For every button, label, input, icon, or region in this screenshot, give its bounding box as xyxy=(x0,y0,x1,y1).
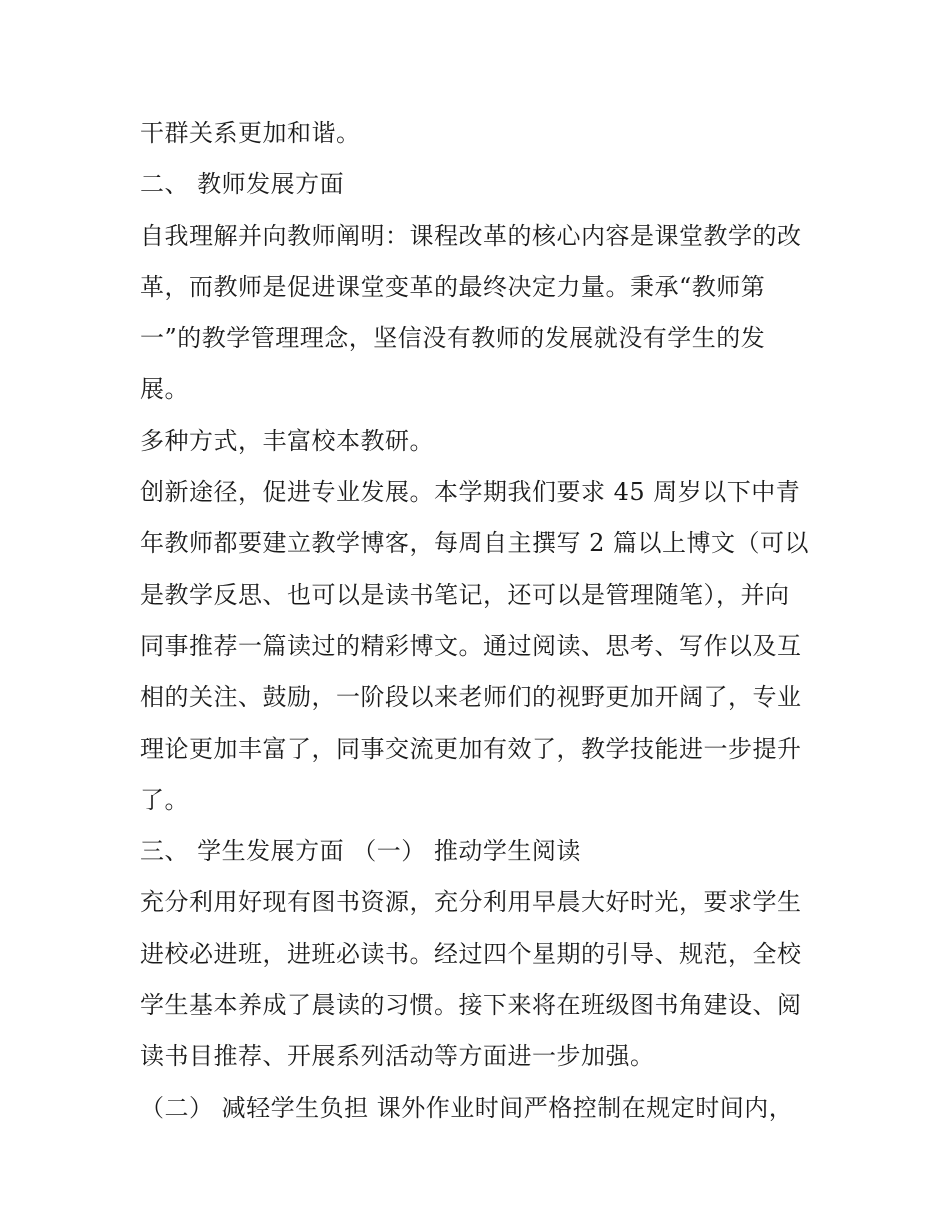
text-line: 了。 xyxy=(140,785,189,814)
text-line: 进校必进班，进班必读书。经过四个星期的引导、规范，全校 xyxy=(140,939,802,968)
text-line: 革，而教师是促进课堂变革的最终决定力量。秉承“教师第 xyxy=(140,272,766,301)
text-line: 多种方式，丰富校本教研。 xyxy=(140,426,434,455)
text-line: 学生基本养成了晨读的习惯。接下来将在班级图书角建设、阅 xyxy=(140,991,802,1020)
text-line: 是教学反思、也可以是读书笔记，还可以是管理随笔），并向 xyxy=(140,580,790,609)
text-line: 创新途径，促进专业发展。本学期我们要求 45 周岁以下中青 xyxy=(140,478,801,507)
text-line: 充分利用好现有图书资源，充分利用早晨大好时光，要求学生 xyxy=(140,888,802,917)
text-line: 相的关注、鼓励，一阶段以来老师们的视野更加开阔了，专业 xyxy=(140,683,802,712)
text-line: （二） 减轻学生负担 课外作业时间严格控制在规定时间内， xyxy=(140,1093,794,1122)
text-line: 展。 xyxy=(140,375,189,404)
text-line: 读书目推荐、开展系列活动等方面进一步加强。 xyxy=(140,1042,655,1071)
section-heading: 二、 教师发展方面 xyxy=(140,170,345,199)
text-line: 一”的教学管理理念，坚信没有教师的发展就没有学生的发 xyxy=(140,324,766,353)
text-line: 干群关系更加和谐。 xyxy=(140,119,361,147)
text-line: 自我理解并向教师阐明：课程改革的核心内容是课堂教学的改 xyxy=(140,221,802,250)
section-heading: 三、 学生发展方面 （一） 推动学生阅读 xyxy=(140,837,581,866)
text-line: 同事推荐一篇读过的精彩博文。通过阅读、思考、写作以及互 xyxy=(140,631,802,660)
document-page xyxy=(140,108,820,1134)
text-line: 理论更加丰富了，同事交流更加有效了，教学技能进一步提升 xyxy=(140,734,802,763)
text-line: 年教师都要建立教学博客，每周自主撰写 2 篇以上博文（可以 xyxy=(140,529,810,558)
